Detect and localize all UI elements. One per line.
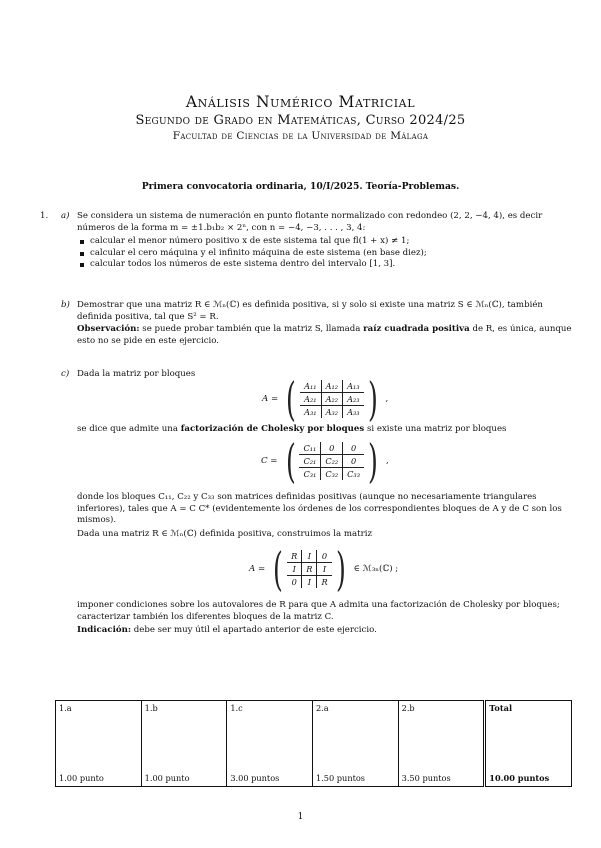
part-b-observation: Observación: se puede probar también que la matriz S, llamada raíz cuadrada positiva de R, es única, aunque esto no se pide en este ejercicio. [77, 324, 572, 346]
page-number: 1 [297, 812, 304, 822]
matrix-a-r-grid: R I 0 I R I 0 I R [287, 550, 332, 588]
score-table [55, 700, 572, 787]
score-cell: 1.b 1.00 punto [141, 701, 227, 787]
score-cell: 2.b 3.50 puntos [398, 701, 485, 787]
part-a-bullets [78, 236, 573, 271]
matrix-a: A = ( A₁₁ A₁₂ A₁₃ A₂₁ A₂₂ A₂₃ A₃₁ A₃₂ A₃₃ ) , [262, 372, 389, 426]
part-c-cholesky-def: se dice que admite una factorización de Cholesky por bloques si existe una matriz por bloques [77, 424, 507, 434]
part-c-given: Dada una matriz R ∈ ℳₙ(ℂ) definida positiva, construimos la matriz [77, 529, 373, 539]
part-a-label: a) [61, 211, 70, 221]
list-item: calcular el cero máquina y el infinito máquina de este sistema (en base diez); [78, 248, 573, 260]
course-subtitle: Segundo de Grado en Matemáticas, Curso 2024/25 [135, 113, 466, 128]
score-cell: 1.c 3.00 puntos [227, 701, 313, 787]
part-c-impose: imponer condiciones sobre los autovalores de R para que A admita una factorización de Cholesky por bloques; caracterizar también los diferentes bloques de la matriz C. [77, 600, 560, 622]
score-cell: 2.a 1.50 puntos [312, 701, 398, 787]
list-item: calcular el menor número positivo x de este sistema tal que fl(1 + x) ≠ 1; [78, 236, 573, 248]
exam-session: Primera convocatoria ordinaria, 10/I/2025. Teoría-Problemas. [141, 181, 460, 192]
matrix-c-grid: C₁₁ 0 0 C₂₁ C₂₂ 0 C₃₁ C₃₂ C₃₃ [299, 442, 364, 480]
part-b-label: b) [61, 300, 70, 310]
matrix-a-r: A = ( R I 0 I R I 0 I R ) ∈ ℳ₃ₙ(ℂ) ; [249, 542, 399, 596]
score-cell-total: Total 10.00 puntos [485, 701, 572, 787]
part-c-label: c) [61, 369, 70, 379]
part-c-hint: Indicación: debe ser muy útil el apartado anterior de este ejercicio. [77, 625, 377, 635]
observation-label: Observación: [77, 324, 140, 334]
part-c-blocks-text: donde los bloques C₁₁, C₂₂ y C₃₃ son matrices definidas positivas (aunque no necesariamente triangulares inferiores), tales que A = C C* (evidentemente los órdenes de los correspondientes bloques de A y de C son los mismos). [77, 492, 562, 525]
faculty-name: Facultad de Ciencias de la Universidad de Málaga [172, 130, 429, 142]
part-b-text: Demostrar que una matriz R ∈ ℳₙ(ℂ) es definida positiva, si y solo si existe una matriz S ∈ ℳₙ(ℂ), también definida positiva, tal que S² = R. [77, 300, 543, 322]
score-cell: 1.a 1.00 punto [56, 701, 142, 787]
part-c-intro: Dada la matriz por bloques [77, 369, 196, 379]
part-a-intro: Se considera un sistema de numeración en punto flotante normalizado con redondeo (2, 2, −4, 4), es decir números de la forma m = ±1.b₁b₂ × 2ⁿ, con n = −4, −3, . . . , 3, 4: [77, 211, 543, 233]
problem-number: 1. [40, 211, 49, 221]
course-title: Análisis Numérico Matricial [185, 93, 416, 111]
list-item: calcular todos los números de este sistema dentro del intervalo [1, 3]. [78, 259, 573, 271]
matrix-c: C = ( C₁₁ 0 0 C₂₁ C₂₂ 0 C₃₁ C₃₂ C₃₃ ) , [261, 434, 389, 488]
matrix-a-grid: A₁₁ A₁₂ A₁₃ A₂₁ A₂₂ A₂₃ A₃₁ A₃₂ A₃₃ [300, 380, 363, 418]
